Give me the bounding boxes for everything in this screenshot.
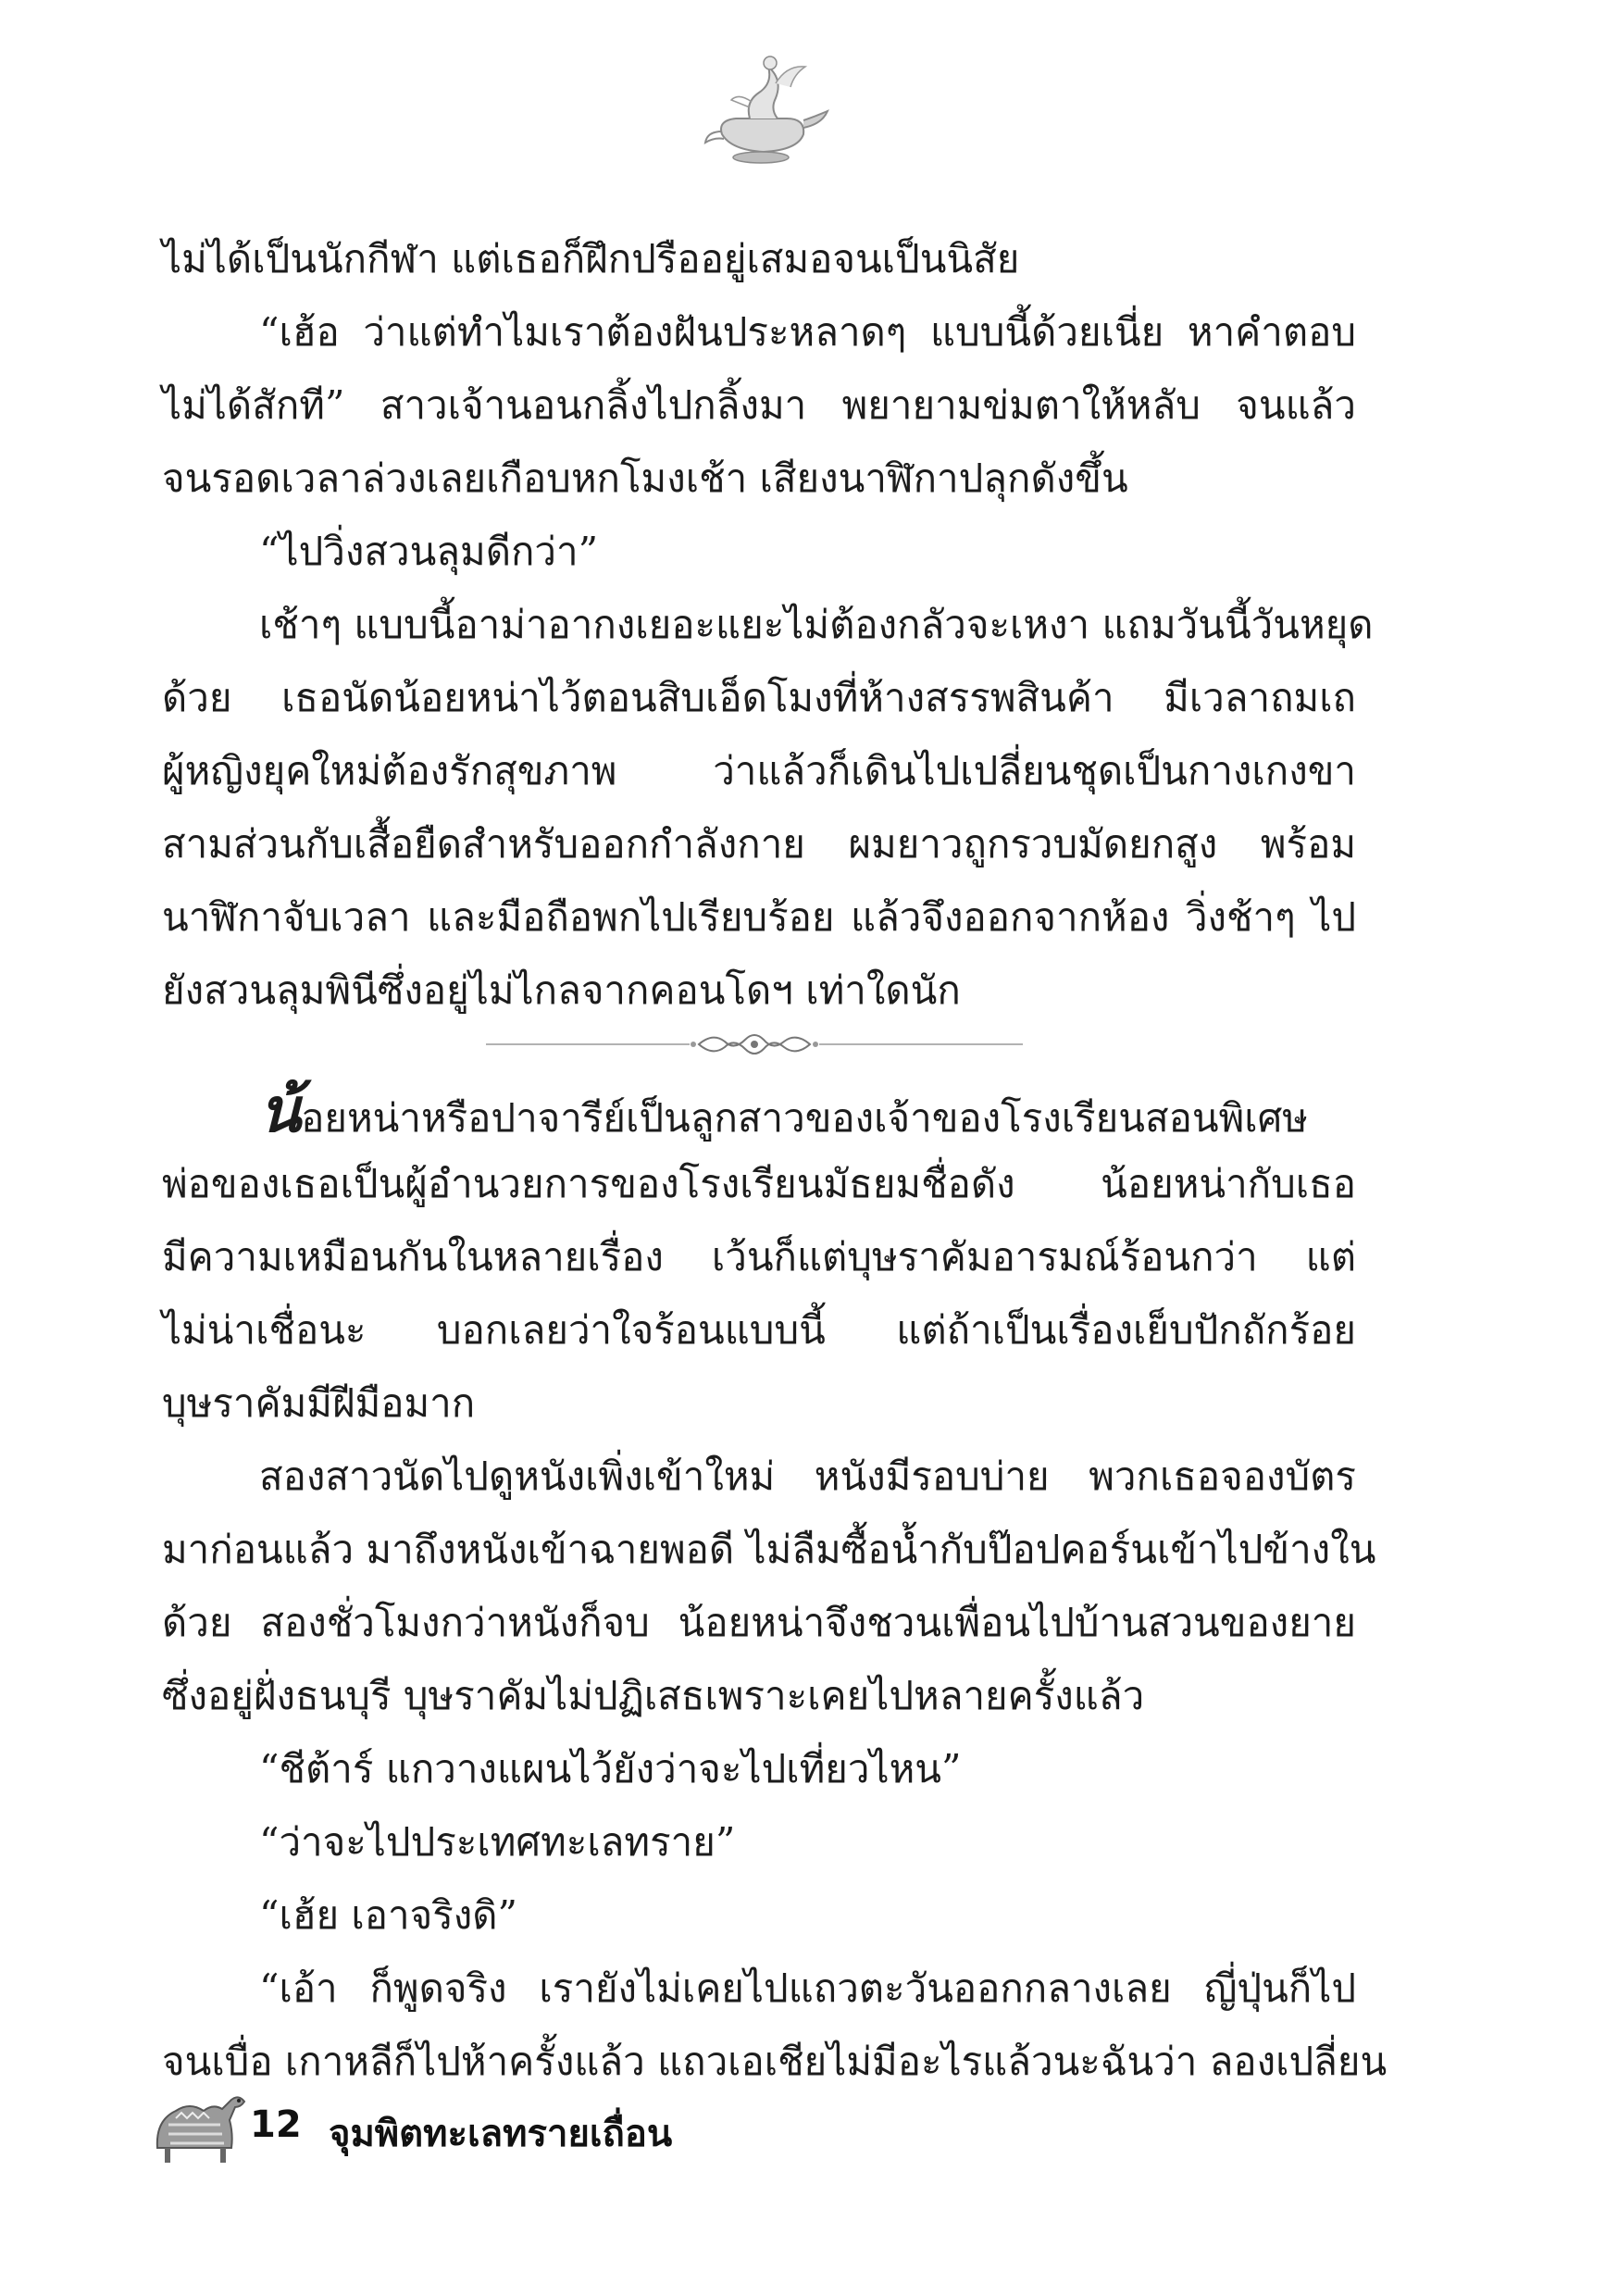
section-one-text <box>162 222 1374 1027</box>
drop-cap: น้ <box>259 1074 302 1146</box>
text-line: “ว่าจะไปประเทศทะเลทราย” <box>259 1819 736 1865</box>
text-line: “ไปวิ่งสวนลุมดีกว่า” <box>259 529 599 574</box>
paragraph-opening-line <box>162 1074 1356 1147</box>
text-line: จนเบื่อ เกาหลีก็ไปห้าครั้งแล้ว แถวเอเชียไม่มีอะไรแล้วนะฉันว่า ลองเปลี่ยน <box>162 2039 1388 2084</box>
text-line: ไม่ได้สักที” สาวเจ้านอนกลิ้งไปกลิ้งมา พยายามข่มตาให้หลับ จนแล้ว <box>162 382 1356 428</box>
genie-lamp-ornament <box>694 46 833 171</box>
text-line: ไม่น่าเชื่อนะ บอกเลยว่าใจร้อนแบบนี้ แต่ถ้าเป็นเรื่องเย็บปักถักร้อย <box>162 1307 1356 1353</box>
text-line: ไม่ได้เป็นนักกีฬา แต่เธอก็ฝึกปรืออยู่เสมอจนเป็นนิสัย <box>162 236 1020 281</box>
text-line: ซึ่งอยู่ฝั่งธนบุรี บุษราคัมไม่ปฏิเสธเพราะเคยไปหลายครั้งแล้ว <box>162 1673 1145 1718</box>
opening-line-text: อยหน่าหรือปาจารีย์เป็นลูกสาวของเจ้าของโรงเรียนสอนพิเศษ <box>301 1095 1308 1141</box>
text-line: สองสาวนัดไปดูหนังเพิ่งเข้าใหม่ หนังมีรอบบ่าย พวกเธอจองบัตร <box>259 1454 1356 1499</box>
text-line: “เอ้า ก็พูดจริง เรายังไม่เคยไปแถวตะวันออกกลางเลย ญี่ปุ่นก็ไป <box>259 1965 1356 2011</box>
text-line: จนรอดเวลาล่วงเลยเกือบหกโมงเช้า เสียงนาฬิกาปลุกดังขึ้น <box>162 455 1128 501</box>
camel-icon <box>148 2083 250 2166</box>
page-number: 12 <box>250 2103 302 2146</box>
text-line: “ชีต้าร์ แกวางแผนไว้ยังว่าจะไปเที่ยวไหน” <box>259 1746 962 1791</box>
text-line: สามส่วนกับเสื้อยืดสำหรับออกกำลังกาย ผมยาวถูกรวบมัดยกสูง พร้อม <box>162 821 1356 867</box>
text-line: เช้าๆ แบบนี้อาม่าอากงเยอะแยะไม่ต้องกลัวจะเหงา แถมวันนี้วันหยุด <box>259 602 1374 647</box>
book-title: จุมพิตทะเลทรายเถื่อน <box>329 2113 673 2155</box>
text-line: “เฮ้ย เอาจริงดิ” <box>259 1892 518 1938</box>
text-line: “เฮ้อ ว่าแต่ทำไมเราต้องฝันประหลาดๆ แบบนี้ด้วยเนี่ย หาคำตอบ <box>259 309 1356 355</box>
scroll-divider-ornament <box>486 1023 1023 1066</box>
text-line: ด้วย เธอนัดน้อยหน่าไว้ตอนสิบเอ็ดโมงที่ห้างสรรพสินค้า มีเวลาถมเถ <box>162 675 1356 720</box>
text-line: บุษราคัมมีฝีมือมาก <box>162 1380 476 1426</box>
text-line: ผู้หญิงยุคใหม่ต้องรักสุขภาพ ว่าแล้วก็เดินไปเปลี่ยนชุดเป็นกางเกงขา <box>162 748 1356 793</box>
text-line: ยังสวนลุมพินีซึ่งอยู่ไม่ไกลจากคอนโดฯ เท่าใดนัก <box>162 967 961 1013</box>
section-two-text <box>162 1074 1388 2098</box>
text-line: ด้วย สองชั่วโมงกว่าหนังก็จบ น้อยหน่าจึงชวนเพื่อนไปบ้านสวนของยาย <box>162 1600 1356 1645</box>
page-footer <box>148 2083 981 2166</box>
text-line: มีความเหมือนกันในหลายเรื่อง เว้นก็แต่บุษราคัมอารมณ์ร้อนกว่า แต่ <box>162 1234 1356 1279</box>
text-line: นาฬิกาจับเวลา และมือถือพกไปเรียบร้อย แล้วจึงออกจากห้อง วิ่งช้าๆ ไป <box>162 894 1356 940</box>
text-line: มาก่อนแล้ว มาถึงหนังเข้าฉายพอดี ไม่ลืมซื้อน้ำกับป๊อปคอร์นเข้าไปข้างใน <box>162 1527 1376 1572</box>
text-line: พ่อของเธอเป็นผู้อำนวยการของโรงเรียนมัธยมชื่อดัง น้อยหน่ากับเธอ <box>162 1161 1356 1206</box>
